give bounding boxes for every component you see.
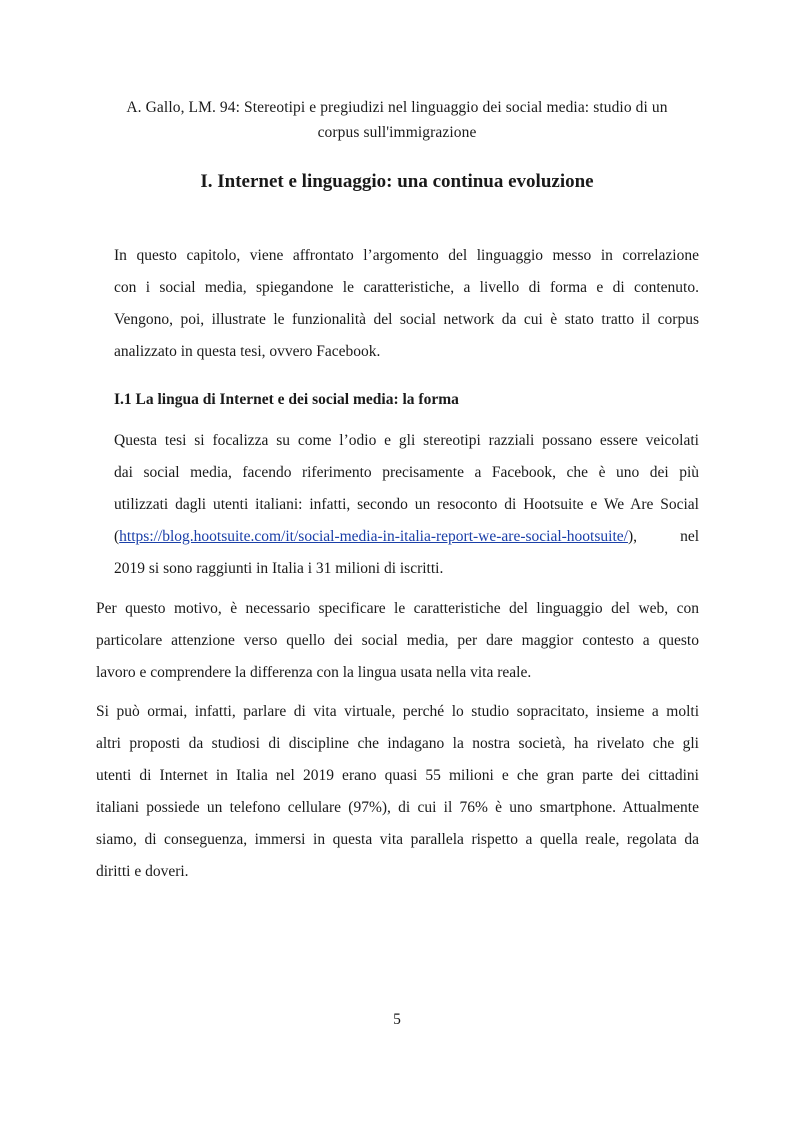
intro-line: Vengono, poi, illustrate le funzionalità del social network da cui è stato tratto il corpus (114, 311, 699, 328)
hootsuite-report-link[interactable]: https://blog.hootsuite.com/it/social-media-in-italia-report-we-are-social-hootsuite/ (119, 528, 628, 545)
page-number: 5 (393, 1011, 401, 1028)
intro-line: analizzato in questa tesi, ovvero Facebook. (114, 343, 381, 360)
section-paragraph-3 (96, 696, 699, 888)
paragraph-line: particolare attenzione verso quello dei social media, per dare maggior contesto a questo (96, 632, 699, 649)
intro-line: con i social media, spiegandone le caratteristiche, a livello di forma e di contenuto. (114, 279, 699, 296)
paragraph-line: Questa tesi si focalizza su come l’odio e gli stereotipi razziali possano essere veicolati (114, 432, 699, 449)
paragraph-line: 2019 si sono raggiunti in Italia i 31 milioni di iscritti. (114, 560, 444, 577)
paragraph-line: diritti e doveri. (96, 863, 189, 880)
link-line (96, 521, 699, 553)
section-paragraph-1 (96, 425, 699, 585)
running-header (100, 95, 694, 145)
paragraph-line: utenti di Internet in Italia nel 2019 erano quasi 55 milioni e che gran parte dei cittadini (96, 767, 699, 784)
paragraph-line: dai social media, facendo riferimento precisamente a Facebook, che è uno dei più (114, 464, 699, 481)
running-header-line-2: corpus sull'immigrazione (317, 124, 477, 141)
paragraph-line: Per questo motivo, è necessario specificare le caratteristiche del linguaggio del web, con (96, 600, 699, 617)
intro-paragraph (96, 240, 699, 368)
paragraph-line: altri proposti da studiosi di discipline che indagano la nostra società, ha rivelato che gli (96, 735, 699, 752)
link-close-paren: ), (627, 528, 637, 545)
section-paragraph-2 (96, 593, 699, 689)
paragraph-line: Si può ormai, infatti, parlare di vita virtuale, perché lo studio sopracitato, insieme a molti (96, 703, 699, 720)
paragraph-line: siamo, di conseguenza, immersi in questa vita parallela rispetto a quella reale, regolata da (96, 831, 699, 848)
paragraph-line: lavoro e comprendere la differenza con la lingua usata nella vita reale. (96, 664, 532, 681)
running-header-line-1: A. Gallo, LM. 94: Stereotipi e pregiudizi nel linguaggio dei social media: studio di un (126, 99, 668, 116)
chapter-title: I. Internet e linguaggio: una continua evoluzione (200, 171, 594, 192)
paragraph-line: utilizzati dagli utenti italiani: infatti, secondo un resoconto di Hootsuite e We Are Social (114, 496, 699, 513)
link-open-paren: ( (114, 528, 120, 545)
section-heading: I.1 La lingua di Internet e dei social media: la forma (114, 391, 459, 408)
paragraph-line: italiani possiede un telefono cellulare (97%), di cui il 76% è uno smartphone. Attualmente (96, 799, 699, 816)
link-trailing-text: nel (680, 528, 699, 545)
intro-line: In questo capitolo, viene affrontato l’argomento del linguaggio messo in correlazione (114, 247, 699, 264)
